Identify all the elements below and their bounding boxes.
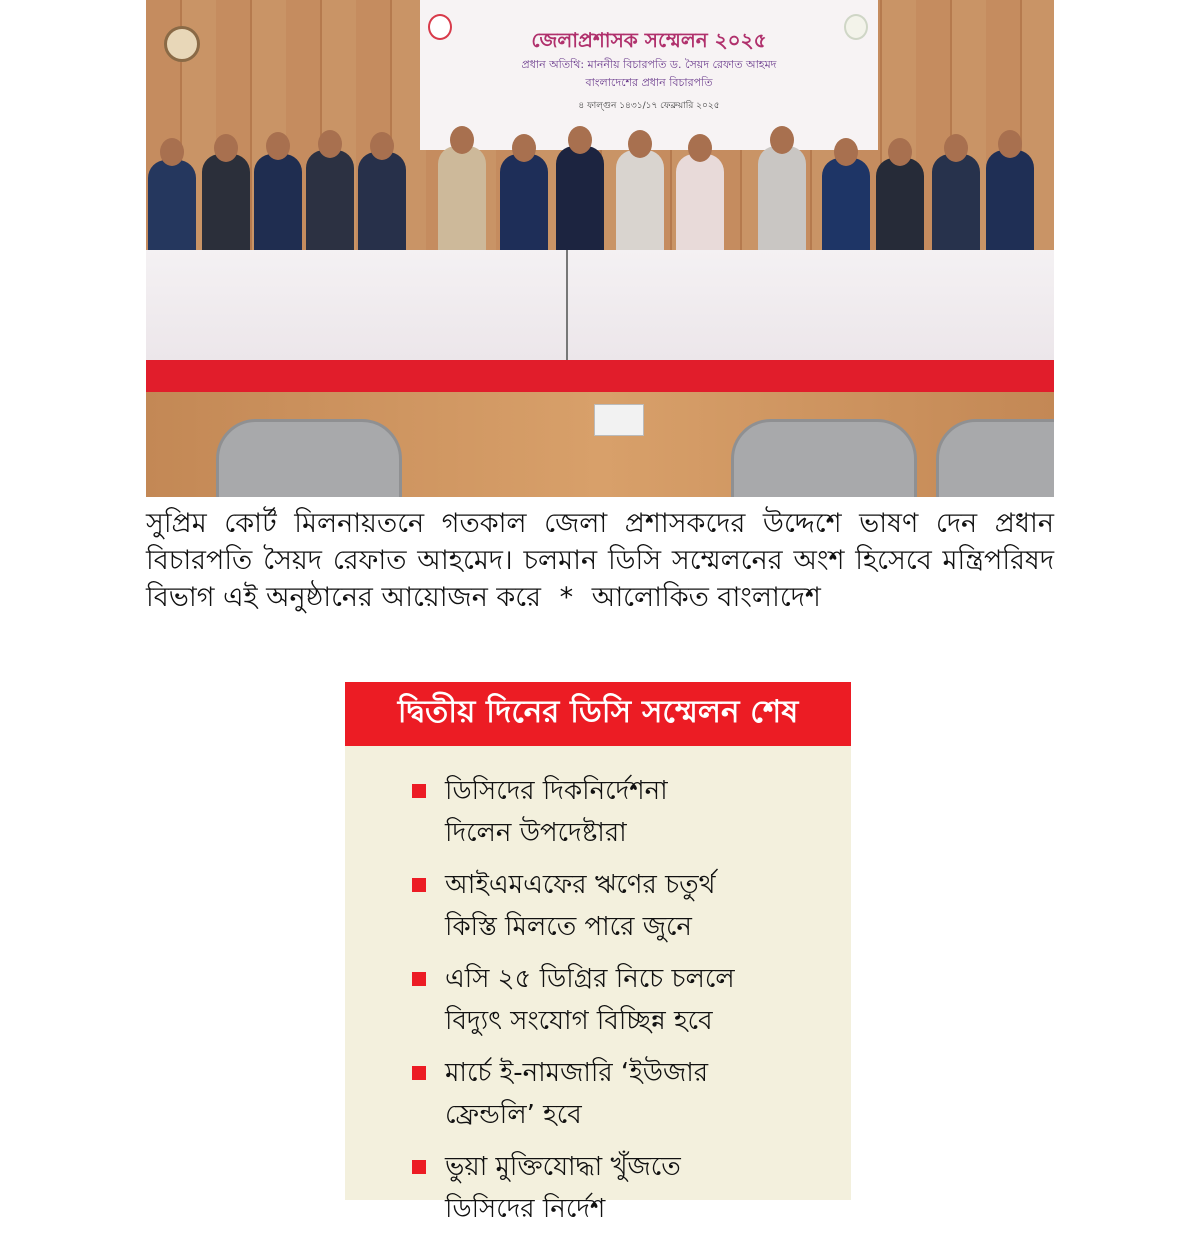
highlight-item xyxy=(345,770,851,864)
highlight-line: এসি ২৫ ডিগ্রির নিচে চললে xyxy=(445,964,735,994)
square-bullet-icon xyxy=(412,878,426,892)
highlight-line: ডিসিদের নির্দেশ xyxy=(445,1194,606,1224)
dais-table xyxy=(146,250,1054,362)
highlight-item xyxy=(345,1052,851,1146)
highlights-title: দ্বিতীয় দিনের ডিসি সম্মেলন শেষ xyxy=(345,682,851,746)
highlight-line: ফ্রেন্ডলি’ হবে xyxy=(445,1100,582,1130)
caption-separator: * xyxy=(559,582,574,613)
highlight-line: ভুয়া মুক্তিযোদ্ধা খুঁজতে xyxy=(445,1152,681,1182)
highlight-line: ডিসিদের দিকনির্দেশনা xyxy=(445,776,668,806)
highlight-item xyxy=(345,1146,851,1240)
banner-title: জেলাপ্রশাসক সম্মেলন ২০২৫ xyxy=(531,28,767,52)
photo-credit: আলোকিত বাংলাদেশ xyxy=(591,582,821,613)
audience-chair xyxy=(216,419,402,497)
square-bullet-icon xyxy=(412,972,426,986)
banner-designation: বাংলাদেশের প্রধান বিচারপতি xyxy=(585,76,713,89)
highlights-box xyxy=(345,682,851,1224)
square-bullet-icon xyxy=(412,1066,426,1080)
highlight-line: দিলেন উপদেষ্টারা xyxy=(445,818,627,848)
group-of-officials xyxy=(146,120,1054,250)
wall-clock xyxy=(164,26,200,62)
news-photo xyxy=(146,0,1054,497)
banner-chief-guest: প্রধান অতিথি: মাননীয় বিচারপতি ড. সৈয়দ রেফাত আহমদ xyxy=(521,58,777,71)
highlight-line: বিদ্যুৎ সংযোগ বিচ্ছিন্ন হবে xyxy=(445,1006,713,1036)
highlight-item xyxy=(345,958,851,1052)
banner-date: ৪ ফাল্গুন ১৪৩১/১৭ ফেব্রুয়ারি ২০২৫ xyxy=(578,101,720,111)
highlight-line: আইএমএফের ঋণের চতুর্থ xyxy=(445,870,716,900)
audience-chair xyxy=(936,419,1054,497)
square-bullet-icon xyxy=(412,1160,426,1174)
highlights-list xyxy=(345,770,851,1240)
highlight-line: কিস্তি মিলতে পারে জুনে xyxy=(445,912,692,942)
caption-text: সুপ্রিম কোর্ট মিলনায়তনে গতকাল জেলা প্রশাসকদের উদ্দেশে ভাষণ দেন প্রধান বিচারপতি সৈয়দ রেফাত আহমেদ। চলমান ডিসি সম্মেলনের অংশ হিসেবে মন্ত্রিপরিষদ বিভাগ এই অনুষ্ঠানের আয়োজন করে xyxy=(146,508,1054,613)
highlight-line: মার্চে ই-নামজারি ‘ইউজার xyxy=(445,1058,709,1088)
highlight-item xyxy=(345,864,851,958)
red-carpet-edge xyxy=(146,360,1054,392)
square-bullet-icon xyxy=(412,784,426,798)
power-socket xyxy=(594,404,644,436)
audience-chair xyxy=(731,419,917,497)
photo-caption xyxy=(146,505,1054,616)
